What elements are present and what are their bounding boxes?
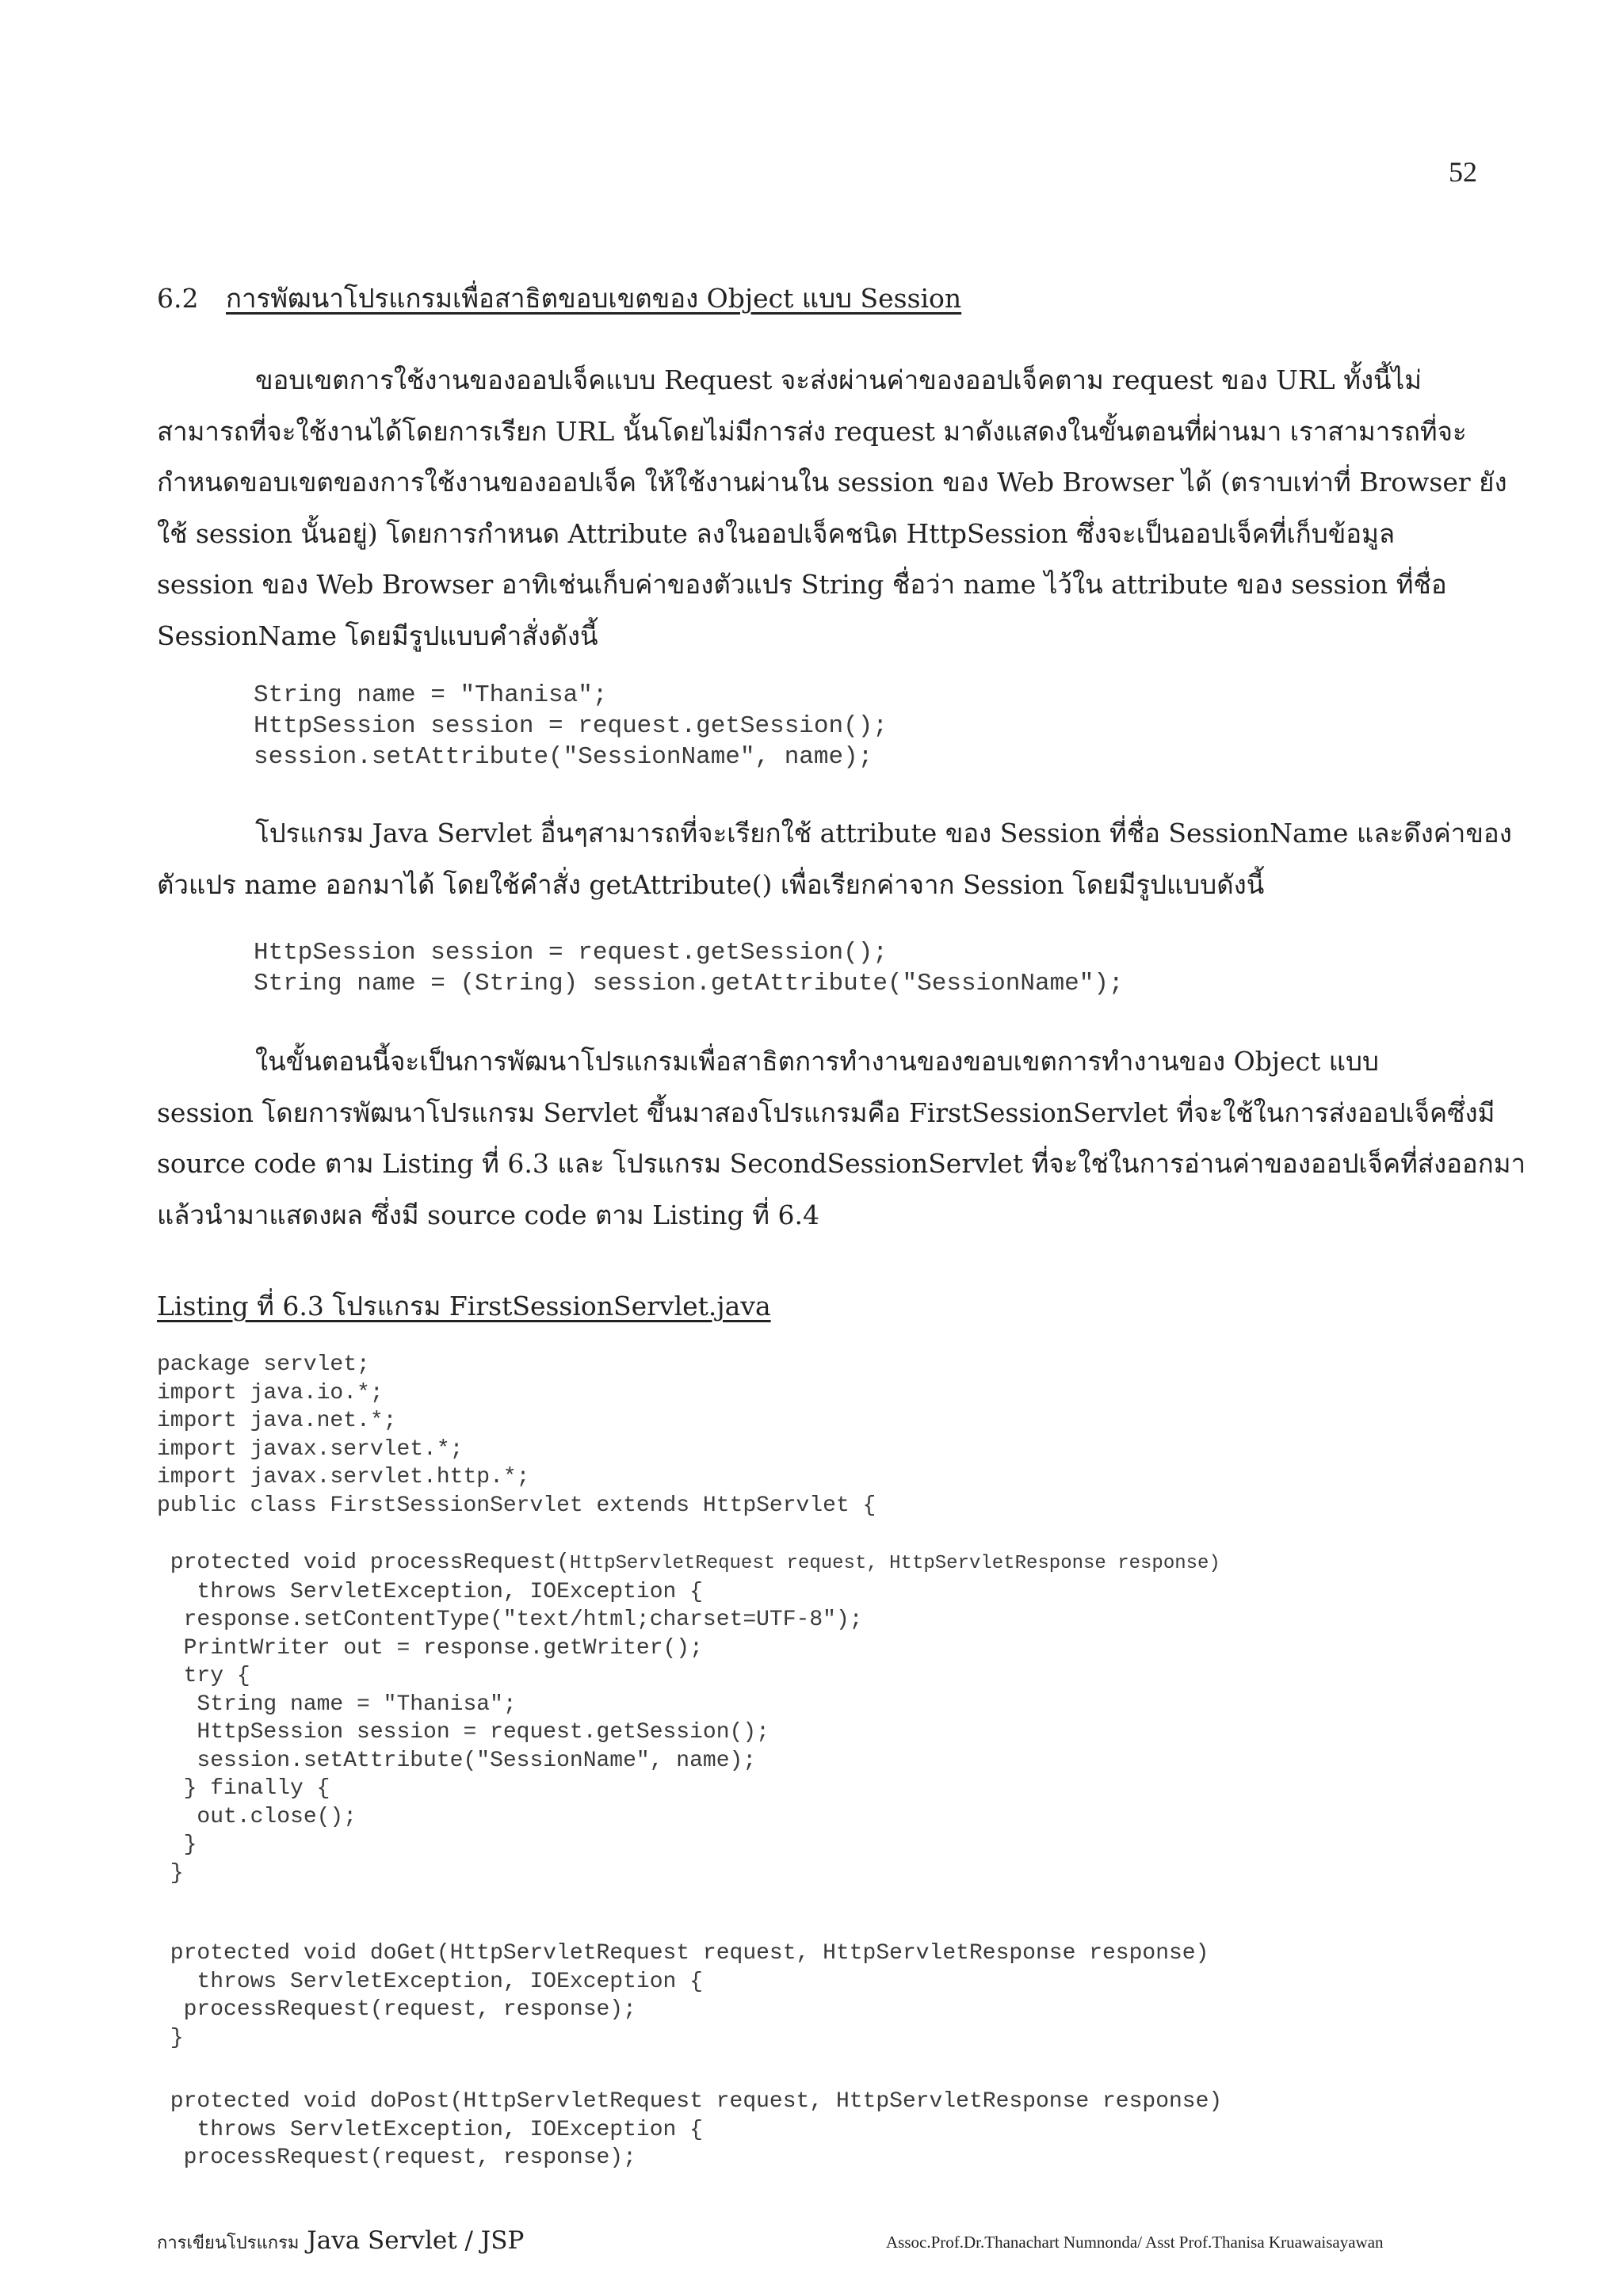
paragraph-line: source code ตาม Listing ที่ 6.3 และ โปรแกรม SecondSessionServlet ที่จะใช่ในการอ่านค่าของออปเจ็คที่ส่งออกมา (157, 1148, 1526, 1179)
code-line: import javax.servlet.*; (157, 1436, 464, 1462)
paragraph-line: session โดยการพัฒนาโปรแกรม Servlet ขึ้นมาสองโปรแกรมคือ FirstSessionServlet ที่จะใช้ในการส่งออปเจ็คซึ่งมี (157, 1097, 1495, 1128)
code-line: HttpSession session = request.getSession(); (157, 1720, 769, 1745)
code-line: String name = "Thanisa"; (254, 681, 608, 709)
code-line: throws ServletException, IOException { (157, 2117, 703, 2142)
code-snippet-set-attribute (254, 680, 888, 772)
code-line: } (157, 1860, 184, 1886)
code-line (157, 1549, 1220, 1578)
code-snippet-get-attribute (254, 937, 1124, 999)
paragraph-line: ในขั้นตอนนี้จะเป็นการพัฒนาโปรแกรมเพื่อสาธิตการทำงานของขอบเขตการทำงานของ Object แบบ (255, 1046, 1379, 1077)
section-heading (157, 277, 961, 319)
code-fragment-small: HttpServletRequest request, HttpServletResponse response) (569, 1553, 1220, 1574)
code-line: import javax.servlet.http.*; (157, 1465, 530, 1489)
code-line: processRequest(request, response); (157, 2145, 636, 2170)
code-listing-header (157, 1351, 876, 1520)
paragraph-3 (157, 1036, 1526, 1241)
paragraph-line: สามารถที่จะใช้งานได้โดยการเรียก URL นั้นโดยไม่มีการส่ง request มาดังแสดงในขั้นตอนที่ผ่านมา เราสามารถที่จะ (157, 415, 1467, 447)
section-title: การพัฒนาโปรแกรมเพื่อสาธิตขอบเขตของ Object แบบ Session (225, 283, 962, 314)
footer-course-title: Java Servlet / JSP (307, 2226, 525, 2255)
code-line: public class FirstSessionServlet extends HttpServlet { (157, 1493, 876, 1518)
code-listing-dopost (157, 2088, 1222, 2172)
paragraph-line: session ของ Web Browser อาทิเช่นเก็บค่าของตัวแปร String ชื่อว่า name ไว้ใน attribute ของ session ที่ชื่อ (157, 569, 1447, 600)
code-line: String name = "Thanisa"; (157, 1691, 517, 1717)
code-line: session.setAttribute("SessionName", name); (157, 1748, 757, 1773)
paragraph-line: กำหนดขอบเขตของการใช้งานของออปเจ็ค ให้ใช้งานผ่านใน session ของ Web Browser ได้ (ตราบเท่าที่ Browser ยัง (157, 467, 1507, 498)
code-listing-doget (157, 1939, 1209, 2052)
code-line: } (157, 1833, 197, 1857)
section-number: 6.2 (157, 283, 199, 314)
code-line: try { (157, 1664, 250, 1688)
code-line: HttpSession session = request.getSession(); (254, 712, 888, 740)
code-line: HttpSession session = request.getSession(); (254, 939, 888, 967)
code-line: } finally { (157, 1776, 330, 1801)
code-line: import java.io.*; (157, 1380, 384, 1405)
code-line: throws ServletException, IOException { (157, 1969, 703, 1994)
code-line: out.close(); (157, 1804, 357, 1829)
code-line: protected void doGet(HttpServletRequest request, HttpServletResponse response) (157, 1941, 1209, 1966)
paragraph-line: ขอบเขตการใช้งานของออปเจ็คแบบ Request จะส่งผ่านค่าของออปเจ็คตาม request ของ URL ทั้งนี้ไม่ (255, 364, 1422, 395)
listing-heading: Listing ที่ 6.3 โปรแกรม FirstSessionServlet.java (157, 1291, 771, 1322)
code-line: throws ServletException, IOException { (157, 1579, 703, 1604)
paragraph-line: SessionName โดยมีรูปแบบคำสั่งดังนี้ (157, 620, 598, 651)
paragraph-line: โปรแกรม Java Servlet อื่นๆสามารถที่จะเรียกใช้ attribute ของ Session ที่ชื่อ SessionName และดึงค่าของ (255, 818, 1512, 849)
page-number: 52 (1449, 156, 1477, 188)
code-line: import java.net.*; (157, 1409, 397, 1433)
code-line: String name = (String) session.getAttribute("SessionName"); (254, 970, 1124, 997)
paragraph-line: ใช้ session นั้นอยู่) โดยการกำหนด Attribute ลงในออปเจ็คชนิด HttpSession ซึ่งจะเป็นออปเจ็คที่เก็บข้อมูล (157, 517, 1396, 549)
code-fragment: protected void processRequest( (157, 1550, 570, 1575)
code-line: PrintWriter out = response.getWriter(); (157, 1635, 703, 1661)
paragraph-1 (157, 355, 1507, 662)
code-line: } (157, 2025, 184, 2050)
footer-left (157, 2226, 524, 2256)
code-listing-process-request (157, 1549, 1220, 1887)
code-line: package servlet; (157, 1352, 370, 1377)
code-line: processRequest(request, response); (157, 1997, 636, 2022)
paragraph-2 (157, 808, 1512, 910)
footer-thai-label: การเขียนโปรแกรม (157, 2233, 300, 2253)
code-line: protected void doPost(HttpServletRequest request, HttpServletResponse response) (157, 2089, 1223, 2114)
paragraph-line: แล้วนำมาแสดงผล ซึ่งมี source code ตาม Listing ที่ 6.4 (157, 1199, 819, 1230)
paragraph-line: ตัวแปร name ออกมาได้ โดยใช้คำสั่ง getAttribute() เพื่อเรียกค่าจาก Session โดยมีรูปแบบดังนี้ (157, 868, 1265, 900)
footer-authors: Assoc.Prof.Dr.Thanachart Numnonda/ Asst Prof.Thanisa Kruawaisayawan (886, 2233, 1384, 2252)
code-line: session.setAttribute("SessionName", name); (254, 743, 873, 771)
code-line: response.setContentType("text/html;charset=UTF-8"); (157, 1608, 863, 1632)
